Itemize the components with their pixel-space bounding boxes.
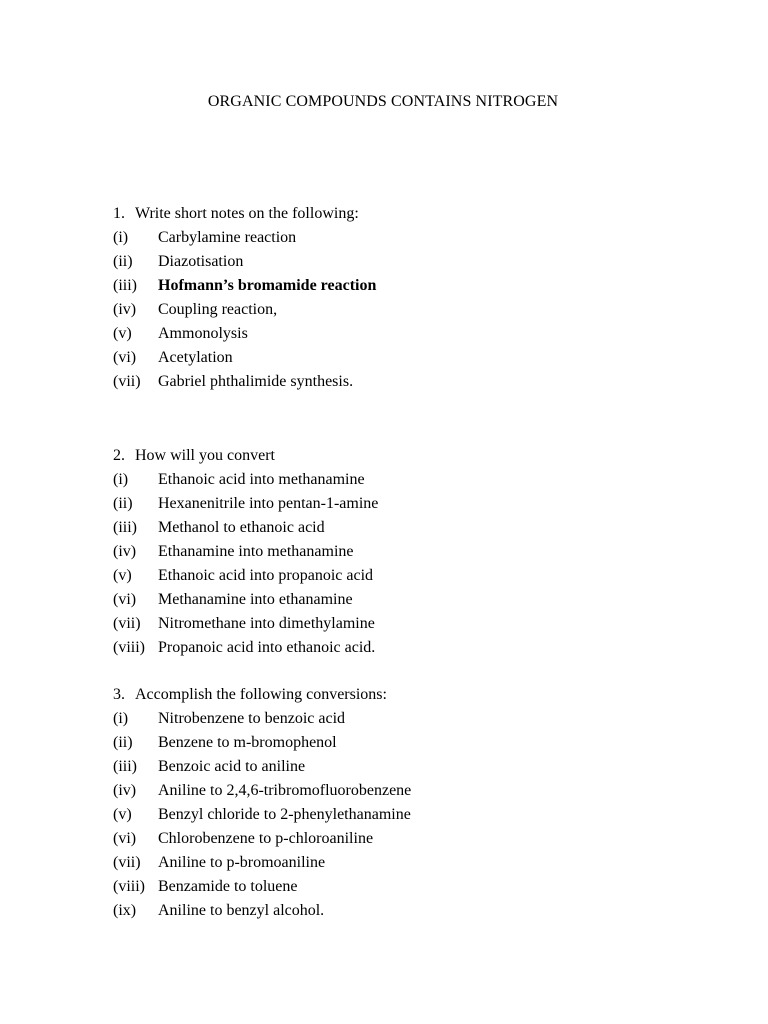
item-numeral: (v)	[113, 806, 132, 823]
item-numeral: (ix)	[113, 902, 137, 919]
item-numeral: (v)	[113, 325, 132, 342]
item-text: Benzamide to toluene	[158, 878, 298, 895]
item-numeral: (iv)	[113, 301, 137, 318]
item-numeral: (vi)	[113, 591, 137, 608]
item-text: Benzene to m-bromophenol	[158, 734, 337, 751]
list-item	[113, 851, 713, 875]
item-numeral: (ii)	[113, 253, 133, 270]
list-item	[113, 731, 713, 755]
item-numeral: (vii)	[113, 615, 141, 632]
item-text: Benzoic acid to aniline	[158, 758, 306, 775]
list-item	[113, 370, 713, 394]
list-item	[113, 516, 713, 540]
item-text: Hofmann’s bromamide reaction	[158, 277, 377, 294]
list-item	[113, 707, 713, 731]
question-heading	[113, 683, 713, 707]
list-item	[113, 492, 713, 516]
list-item	[113, 827, 713, 851]
item-text: Ammonolysis	[158, 325, 248, 342]
question-heading-text: Write short notes on the following:	[135, 205, 359, 222]
list-item	[113, 636, 713, 660]
question-number: 2.	[113, 447, 125, 464]
item-numeral: (vii)	[113, 373, 141, 390]
item-text: Coupling reaction,	[158, 301, 278, 318]
item-numeral: (iv)	[113, 782, 137, 799]
item-text: Chlorobenzene to p-chloroaniline	[158, 830, 374, 847]
question-heading	[113, 444, 713, 468]
item-numeral: (i)	[113, 710, 129, 727]
list-item	[113, 468, 713, 492]
item-text: Carbylamine reaction	[158, 229, 297, 246]
list-item	[113, 250, 713, 274]
item-numeral: (iv)	[113, 543, 137, 560]
item-text: Gabriel phthalimide synthesis.	[158, 373, 354, 390]
list-item	[113, 899, 713, 923]
list-item	[113, 755, 713, 779]
list-item	[113, 612, 713, 636]
item-text: Diazotisation	[158, 253, 244, 270]
list-item	[113, 564, 713, 588]
list-item	[113, 298, 713, 322]
item-numeral: (i)	[113, 471, 129, 488]
item-numeral: (iii)	[113, 519, 137, 536]
item-text: Propanoic acid into ethanoic acid.	[158, 639, 376, 656]
item-numeral: (viii)	[113, 639, 145, 656]
item-text: Methanamine into ethanamine	[158, 591, 353, 608]
question-heading-text: How will you convert	[135, 447, 275, 464]
item-text: Aniline to benzyl alcohol.	[158, 902, 325, 919]
item-text: Aniline to p-bromoaniline	[158, 854, 326, 871]
item-text: Nitrobenzene to benzoic acid	[158, 710, 346, 727]
item-numeral: (vii)	[113, 854, 141, 871]
item-text: Ethanoic acid into propanoic acid	[158, 567, 374, 584]
item-numeral: (vi)	[113, 349, 137, 366]
question-heading-text: Accomplish the following conversions:	[135, 686, 387, 703]
item-numeral: (iii)	[113, 758, 137, 775]
item-text: Benzyl chloride to 2-phenylethanamine	[158, 806, 411, 823]
item-text: Nitromethane into dimethylamine	[158, 615, 375, 632]
question-heading	[113, 202, 713, 226]
item-text: Acetylation	[158, 349, 233, 366]
item-text: Hexanenitrile into pentan-1-amine	[158, 495, 379, 512]
list-item	[113, 540, 713, 564]
item-text: Methanol to ethanoic acid	[158, 519, 325, 536]
page-title: ORGANIC COMPOUNDS CONTAINS NITROGEN	[207, 93, 559, 110]
item-numeral: (vi)	[113, 830, 137, 847]
question-number: 3.	[113, 686, 125, 703]
question-3	[113, 683, 713, 923]
item-numeral: (i)	[113, 229, 129, 246]
item-text: Aniline to 2,4,6-tribromofluorobenzene	[158, 782, 412, 799]
item-text: Ethanoic acid into methanamine	[158, 471, 365, 488]
question-number: 1.	[113, 205, 125, 222]
question-2	[113, 444, 713, 660]
list-item	[113, 779, 713, 803]
item-numeral: (ii)	[113, 495, 133, 512]
item-numeral: (ii)	[113, 734, 133, 751]
list-item	[113, 226, 713, 250]
list-item	[113, 803, 713, 827]
item-numeral: (iii)	[113, 277, 137, 294]
list-item	[113, 875, 713, 899]
list-item	[113, 346, 713, 370]
list-item	[113, 322, 713, 346]
item-numeral: (viii)	[113, 878, 145, 895]
list-item	[113, 274, 713, 298]
item-numeral: (v)	[113, 567, 132, 584]
question-1	[113, 202, 713, 394]
list-item	[113, 588, 713, 612]
item-text: Ethanamine into methanamine	[158, 543, 354, 560]
